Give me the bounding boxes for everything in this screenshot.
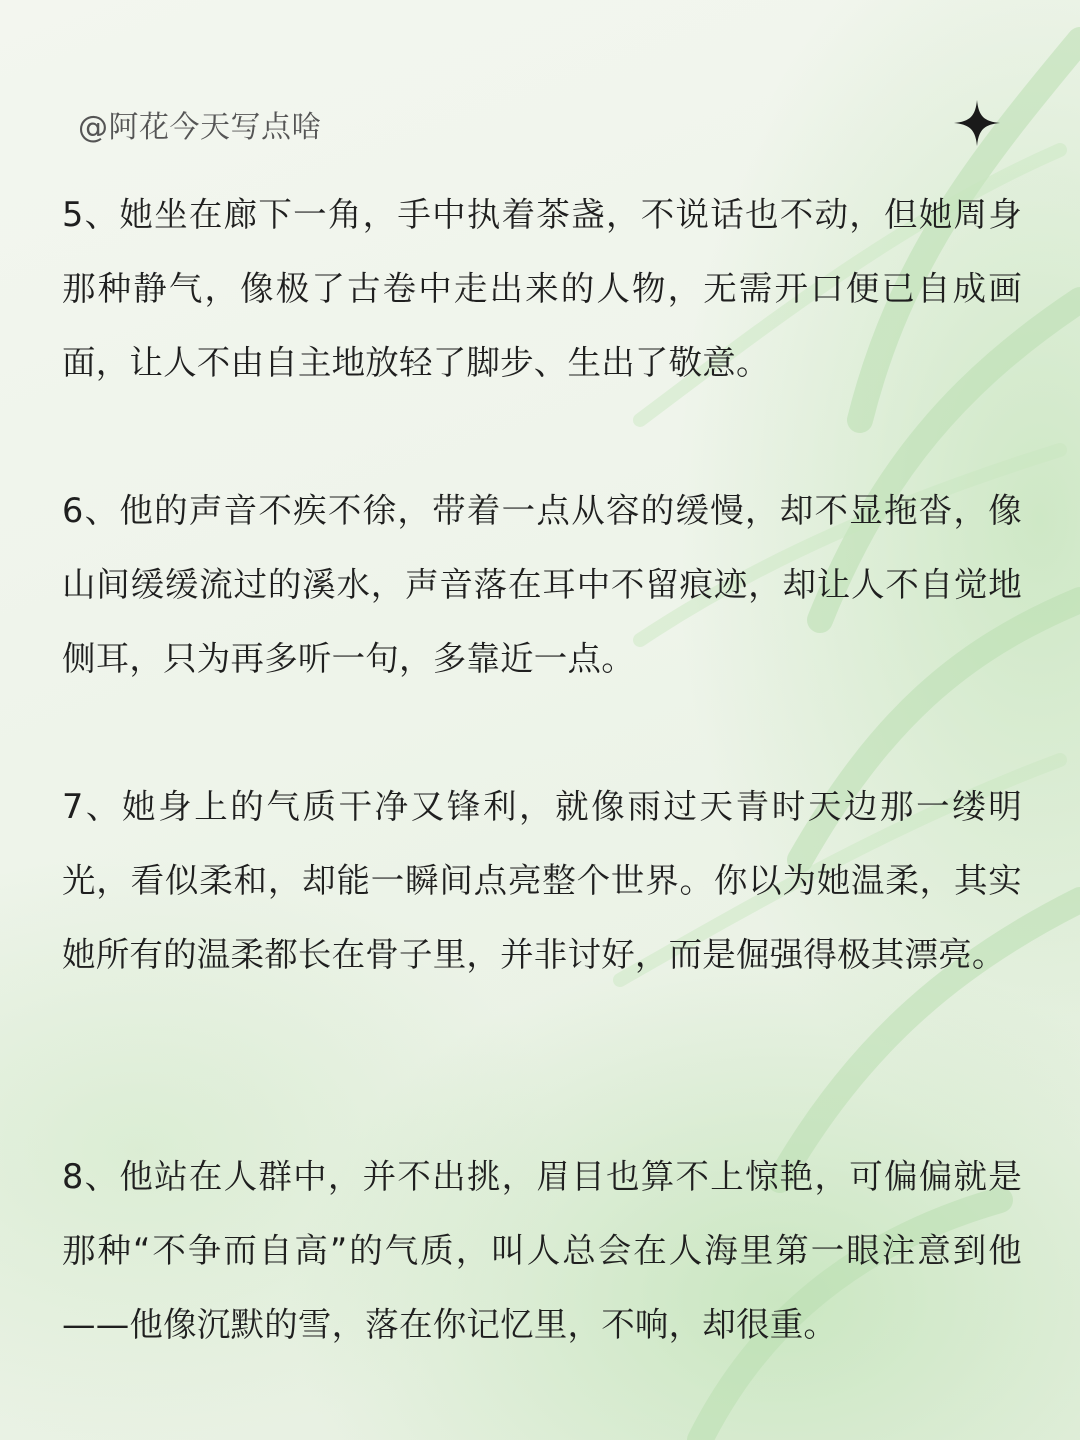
paragraph-5: 5、她坐在廊下一角，手中执着茶盏，不说话也不动，但她周身那种静气，像极了古卷中走出来的人物，无需开口便已自成画面，让人不由自主地放轻了脚步、生出了敬意。 [62, 195, 1022, 382]
paragraph-6: 6、他的声音不疾不徐，带着一点从容的缓慢，却不显拖沓，像山间缓缓流过的溪水，声音落在耳中不留痕迹，却让人不自觉地侧耳，只为再多听一句，多靠近一点。 [62, 491, 1022, 678]
four-point-star-icon [954, 100, 1000, 146]
paragraph-8: 8、他站在人群中，并不出挑，眉目也算不上惊艳，可偏偏就是那种“不争而自高”的气质，叫人总会在人海里第一眼注意到他——他像沉默的雪，落在你记忆里，不响，却很重。 [62, 1157, 1022, 1344]
author-handle: @阿花今天写点啥 [78, 110, 322, 145]
paragraph-7: 7、她身上的气质干净又锋利，就像雨过天青时天边那一缕明光，看似柔和，却能一瞬间点亮整个世界。你以为她温柔，其实她所有的温柔都长在骨子里，并非讨好，而是倔强得极其漂亮。 [62, 787, 1022, 974]
